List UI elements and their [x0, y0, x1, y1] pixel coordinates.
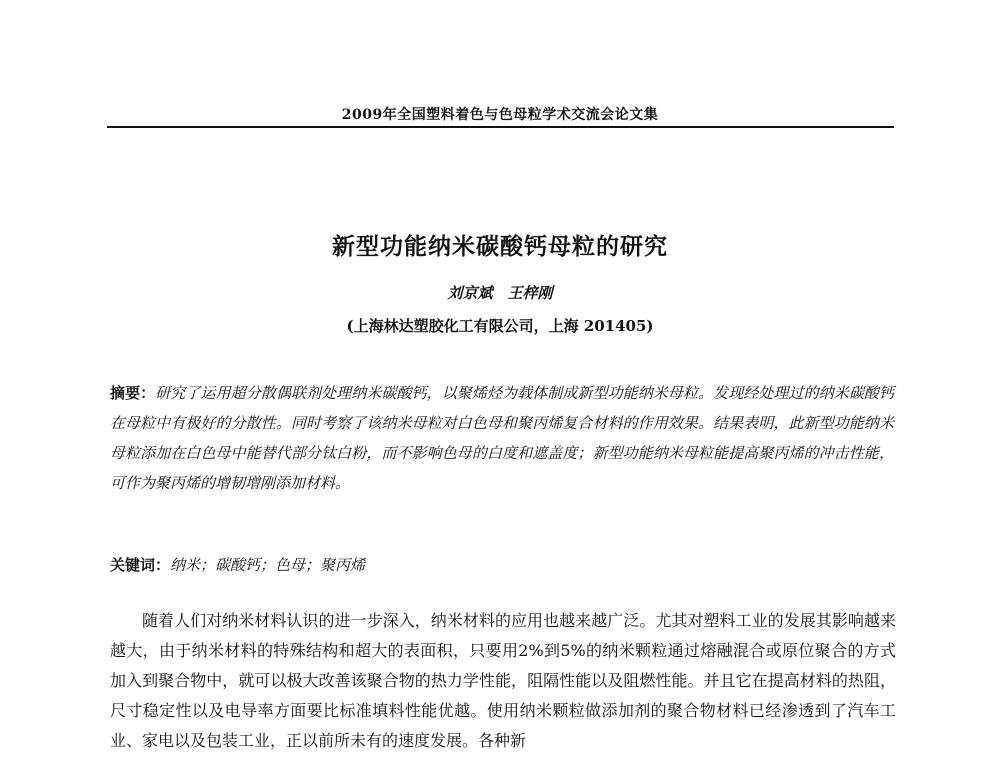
- header-rule: [107, 126, 894, 128]
- keywords-label: 关键词：: [110, 556, 171, 574]
- body-paragraph: 随着人们对纳米材料认识的进一步深入，纳米材料的应用也越来越广泛。尤其对塑料工业的发展其影响越来越大，由于纳米材料的特殊结构和超大的表面积，只要用2%到5%的纳米颗粒通过熔融混合或原位聚合的方式加入到聚合物中，就可以极大改善该聚合物的热力学性能，阻隔性能以及阻燃性能。并且它在提高材料的热阻，尺寸稳定性以及电导率方面要比标准填料性能优越。使用纳米颗粒做添加剂的聚合物材料已经渗透到了汽车工业、家电以及包装工业，正以前所未有的速度发展。各种新: [110, 611, 896, 750]
- paper-title: 新型功能纳米碳酸钙母粒的研究: [332, 234, 668, 260]
- paper-authors: 刘京斌 王梓刚: [447, 284, 553, 302]
- abstract-label: 摘要：: [110, 384, 156, 402]
- paper-affiliation: (上海林达塑胶化工有限公司，上海 201405): [346, 317, 654, 335]
- abstract: [110, 378, 894, 498]
- abstract-text: 研究了运用超分散偶联剂处理纳米碳酸钙，以聚烯烃为载体制成新型功能纳米母粒。发现经处理过的纳米碳酸钙在母粒中有极好的分散性。同时考察了该纳米母粒对白色母和聚丙烯复合材料的作用效果。结果表明，此新型功能纳米母粒添加在白色母中能替代部分钛白粉，而不影响色母的白度和遮盖度；新型功能纳米母粒能提高聚丙烯的冲击性能，可作为聚丙烯的增韧增刚添加材料。: [110, 384, 894, 492]
- keywords-text: 纳米；碳酸钙；色母；聚丙烯: [170, 556, 366, 574]
- keywords: [110, 553, 894, 577]
- running-head: 2009年全国塑料着色与色母粒学术交流会论文集: [341, 107, 659, 123]
